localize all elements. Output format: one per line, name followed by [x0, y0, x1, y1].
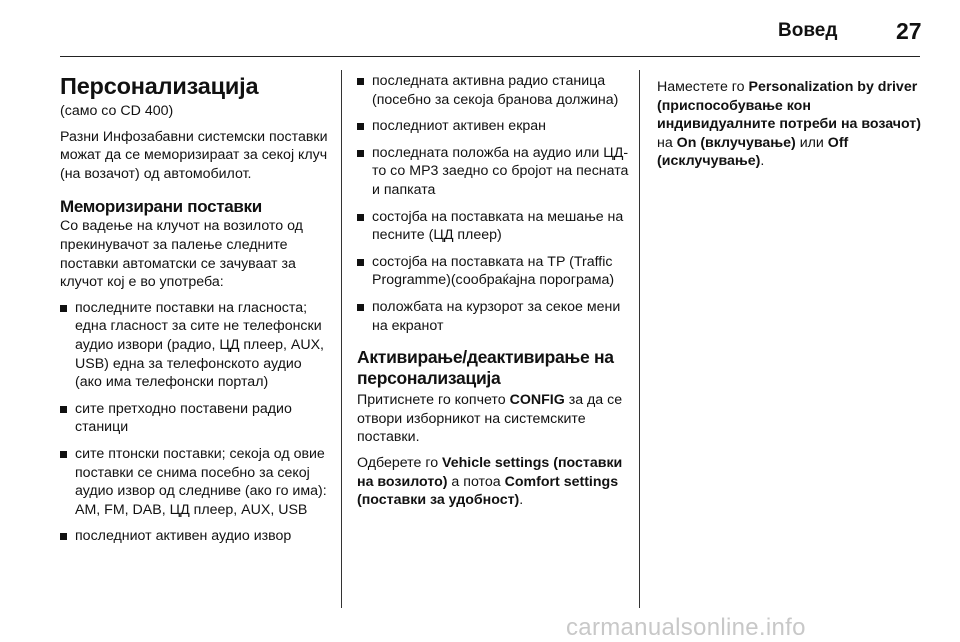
list-item: последниот активен екран	[357, 117, 629, 136]
heading-activation: Активирање/деактивирање на персонализација	[357, 347, 614, 389]
list-item: последната активна радио станица (посебно за секоја бранова должина)	[357, 72, 629, 109]
column-2	[357, 72, 629, 517]
comfort-settings-label: Comfort settings (поставки за удобност)	[357, 473, 619, 509]
list-item: положбата на курзорот за секое мени на екранот	[357, 298, 629, 335]
text-span: .	[760, 153, 765, 170]
column-1	[60, 72, 332, 554]
list-item: сите претходно поставени радио станици	[60, 400, 332, 437]
personalization-option-label: Personalization by driver (приспособување кон индивидуалните потреби на возачот)	[657, 79, 921, 133]
stored-settings-paragraph: Со вадење на клучот на возилото од прекинувачот за палење следните поставки автоматски се зачуваат за клучот кој е во употреба:	[60, 218, 303, 291]
select-settings-paragraph	[357, 454, 629, 510]
text-span: или	[795, 134, 828, 151]
list-item: последната положба на аудио или ЦД-то со MP3 заедно со бројот на песната и папката	[357, 144, 629, 200]
page-header	[0, 0, 960, 62]
text-span: .	[519, 492, 524, 509]
config-paragraph	[357, 391, 629, 447]
text-span: а потоа	[447, 473, 505, 490]
column-3	[657, 78, 929, 178]
list-item: последниот активен аудио извор	[60, 527, 332, 546]
stored-settings-list-cont	[357, 72, 629, 335]
list-item: сите птонски поставки; секоја од овие поставки се снима посебно за секој аудио извор од следниве (ако го има): AM, FM, DAB, ЦД плеер, AUX, USB	[60, 445, 332, 519]
list-item: состојба на поставката на мешање на песните (ЦД плеер)	[357, 208, 629, 245]
personalization-paragraph	[657, 78, 929, 171]
text-span: Притиснете го копчето	[357, 392, 510, 409]
vehicle-settings-label: Vehicle settings (поставки на возилото)	[357, 454, 623, 490]
stored-settings-list	[60, 299, 332, 546]
column-divider	[341, 70, 342, 608]
heading-personalization: Персонализација	[60, 73, 259, 99]
text-span: Наместете го	[657, 79, 749, 95]
intro-paragraph: Разни Инфозабавни системски поставки можат да се меморизираат за секој клуч (на возачот) од автомобилот.	[60, 128, 328, 182]
cd-note: (само со CD 400)	[60, 103, 174, 119]
list-item: состојба на поставката на TP (Traffic Programme)(сообраќајна порограма)	[357, 253, 629, 290]
off-option-label: Off (исклучување)	[657, 134, 849, 170]
page-number: 27	[896, 18, 922, 44]
subheading-stored-settings: Меморизирани поставки	[60, 197, 262, 217]
on-option-label: On (вклучување)	[676, 134, 796, 151]
text-span: Одберете го	[357, 454, 443, 471]
text-span: за да се отвори изборникот на системските поставки.	[357, 392, 623, 446]
watermark: carmanualsonline.info	[566, 614, 806, 641]
text-span: на	[657, 134, 677, 151]
config-button-label: CONFIG	[509, 392, 565, 409]
column-divider	[639, 70, 640, 608]
header-rule	[60, 56, 920, 57]
section-title: Вовед	[778, 20, 838, 41]
list-item: последните поставки на гласноста; една гласност за сите не телефонски аудио извори (радио, ЦД плеер, AUX, USB) една за телефонското аудио (ако има телефонски портал)	[60, 299, 332, 392]
